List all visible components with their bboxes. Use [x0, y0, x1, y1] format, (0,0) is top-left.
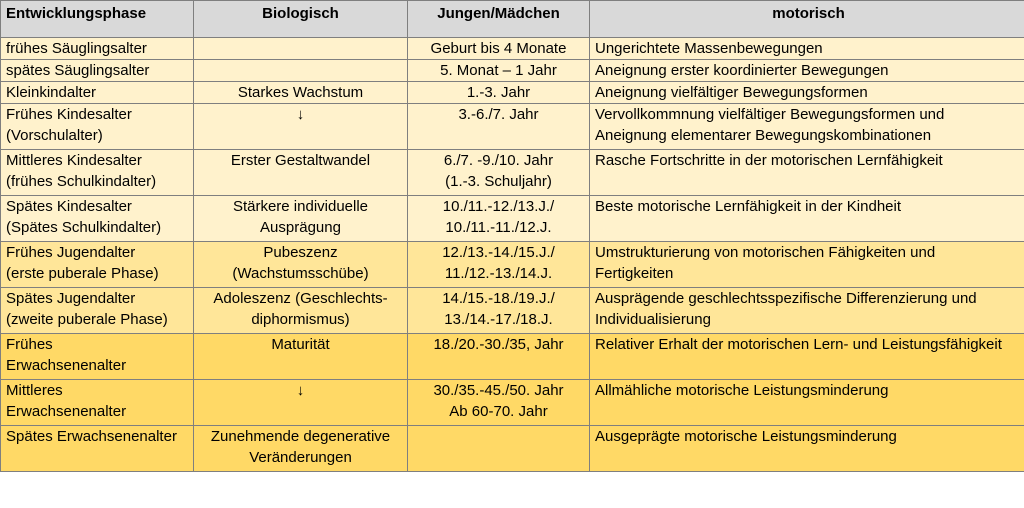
- table-row: [1, 104, 1024, 150]
- motor-cell: Relativer Erhalt der motorischen Lern- und Leistungsfähigkeit: [590, 334, 1024, 380]
- table-row: [1, 242, 1024, 288]
- phase-cell: frühes Säuglingsalter: [1, 38, 194, 60]
- motor-cell: Vervollkommnung vielfältiger Bewegungsformen und Aneignung elementarer Bewegungskombinationen: [590, 104, 1024, 150]
- motor-cell: Ausprägende geschlechtsspezifische Differenzierung und Individualisierung: [590, 288, 1024, 334]
- phase-cell: Kleinkindalter: [1, 82, 194, 104]
- age-cell: 1.-3. Jahr: [408, 82, 590, 104]
- phase-cell: Mittleres Erwachsenenalter: [1, 380, 194, 426]
- table-row: [1, 82, 1024, 104]
- table-row: [1, 288, 1024, 334]
- age-cell: 6./7. -9./10. Jahr (1.-3. Schuljahr): [408, 150, 590, 196]
- motor-cell: Allmähliche motorische Leistungsminderung: [590, 380, 1024, 426]
- phase-cell: Frühes Kindesalter (Vorschulalter): [1, 104, 194, 150]
- table-row: [1, 426, 1024, 472]
- phase-cell: Spätes Jugendalter (zweite puberale Phase): [1, 288, 194, 334]
- phase-cell: Frühes Erwachsenenalter: [1, 334, 194, 380]
- motor-cell: Rasche Fortschritte in der motorischen Lernfähigkeit: [590, 150, 1024, 196]
- biological-cell: [194, 60, 408, 82]
- table-row: [1, 334, 1024, 380]
- biological-cell: Pubeszenz (Wachstumsschübe): [194, 242, 408, 288]
- down-arrow-icon: ↓: [296, 106, 305, 123]
- biological-cell: [194, 380, 408, 426]
- biological-cell: Maturität: [194, 334, 408, 380]
- age-cell: 3.-6./7. Jahr: [408, 104, 590, 150]
- phase-cell: spätes Säuglingsalter: [1, 60, 194, 82]
- age-cell: 14./15.-18./19.J./ 13./14.-17./18.J.: [408, 288, 590, 334]
- age-cell: 5. Monat – 1 Jahr: [408, 60, 590, 82]
- age-cell: [408, 426, 590, 472]
- phase-cell: Mittleres Kindesalter (frühes Schulkindalter): [1, 150, 194, 196]
- table-header-row: [1, 1, 1024, 38]
- table-row: [1, 38, 1024, 60]
- biological-cell: [194, 104, 408, 150]
- header-motor: motorisch: [590, 1, 1024, 38]
- motor-cell: Ungerichtete Massenbewegungen: [590, 38, 1024, 60]
- header-biological: Biologisch: [194, 1, 408, 38]
- age-cell: Geburt bis 4 Monate: [408, 38, 590, 60]
- table-row: [1, 380, 1024, 426]
- biological-cell: Stärkere individuelle Ausprägung: [194, 196, 408, 242]
- table-row: [1, 150, 1024, 196]
- phase-cell: Spätes Erwachsenenalter: [1, 426, 194, 472]
- header-age: Jungen/Mädchen: [408, 1, 590, 38]
- biological-cell: Zunehmende degenerative Veränderungen: [194, 426, 408, 472]
- down-arrow-icon: ↓: [296, 382, 305, 399]
- motor-cell: Aneignung erster koordinierter Bewegungen: [590, 60, 1024, 82]
- biological-cell: [194, 38, 408, 60]
- header-phase: Entwicklungsphase: [1, 1, 194, 38]
- motor-cell: Aneignung vielfältiger Bewegungsformen: [590, 82, 1024, 104]
- age-cell: 12./13.-14./15.J./ 11./12.-13./14.J.: [408, 242, 590, 288]
- phase-cell: Spätes Kindesalter (Spätes Schulkindalter): [1, 196, 194, 242]
- biological-cell: Adoleszenz (Geschlechts- diphormismus): [194, 288, 408, 334]
- table-row: [1, 196, 1024, 242]
- age-cell: 30./35.-45./50. Jahr Ab 60-70. Jahr: [408, 380, 590, 426]
- age-cell: 18./20.-30./35, Jahr: [408, 334, 590, 380]
- motor-cell: Beste motorische Lernfähigkeit in der Kindheit: [590, 196, 1024, 242]
- motor-cell: Ausgeprägte motorische Leistungsminderung: [590, 426, 1024, 472]
- biological-cell: Erster Gestaltwandel: [194, 150, 408, 196]
- motor-cell: Umstrukturierung von motorischen Fähigkeiten und Fertigkeiten: [590, 242, 1024, 288]
- table-row: [1, 60, 1024, 82]
- age-cell: 10./11.-12./13.J./ 10./11.-11./12.J.: [408, 196, 590, 242]
- phase-cell: Frühes Jugendalter (erste puberale Phase): [1, 242, 194, 288]
- biological-cell: Starkes Wachstum: [194, 82, 408, 104]
